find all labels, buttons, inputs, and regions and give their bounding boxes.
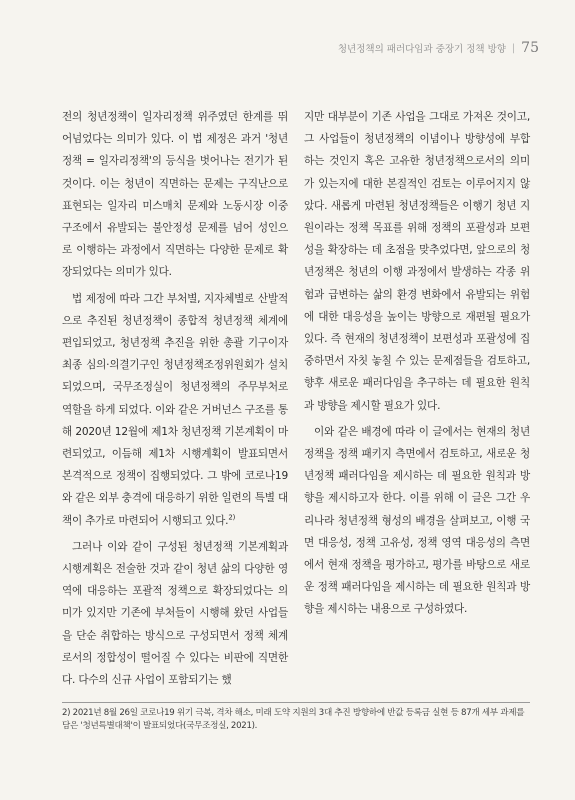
footnote-reference: 2) — [228, 513, 236, 522]
paragraph — [62, 288, 288, 532]
paragraph: 그러나 이와 같이 구성된 청년정책 기본계획과 시행계획은 전술한 것과 같이 청년 삶의 다양한 영역에 대응하는 포괄적 정책으로 확장되었다는 의미가 있지만 기존에 부처들이 시행해 왔던 사업들을 단순 취합하는 방식으로 구성되면서 정책 체계로서의 정합성이 떨어질 수 있다는 비판에 직면한다. 다수의 신규 사업이 포함되기는 했 — [62, 540, 288, 687]
paragraph: 지만 대부분이 기존 사업을 그대로 가져온 것이고, 그 사업들이 청년정책의 이념이나 방향성에 부합하는 것인지 혹은 고유한 청년정책으로서의 의미가 있는지에 대한 본질적인 검토는 이루어지지 않았다. 새롭게 마련된 청년정책들은 이행기 청년 지원이라는 정책 목표를 위해 정책의 포괄성과 보편성을 확장하는 데 초점을 맞추었다면, 앞으로의 청년정책은 청년의 이행 과정에서 발생하는 각종 위험과 급변하는 삶의 환경 변화에서 유발되는 위험에 대한 대응성을 높이는 방향으로 재편될 필요가 있다. 즉 현재의 청년정책이 보편성과 포괄성에 집중하면서 자칫 놓칠 수 있는 문제점들을 검토하고, 향후 새로운 패러다임을 추구하는 데 필요한 원칙과 방향을 제시할 필요가 있다. — [304, 111, 530, 412]
running-title: 청년정책의 패러다임과 중장기 정책 방향 — [337, 44, 506, 55]
paragraph: 전의 청년정책이 일자리정책 위주였던 한계를 뛰어넘었다는 의미가 있다. 이 법 제정은 과거 '청년정책 = 일자리정책'의 등식을 벗어나는 전기가 된 것이다. 이는 청년이 직면하는 문제는 구직난으로 표현되는 일자리 미스매치 문제와 노동시장 이중구조에서 유발되는 불안정성 문제를 넘어 성인으로 이행하는 과정에서 직면하는 다양한 문제로 확장되었다는 의미가 있다. — [62, 111, 288, 279]
paragraph: 이와 같은 배경에 따라 이 글에서는 현재의 청년정책을 정책 패키지 측면에서 검토하고, 새로운 청년정책 패러다임을 제시하는 데 필요한 원칙과 방향을 제시하고자 한다. 이를 위해 이 글은 그간 우리나라 청년정책 형성의 배경을 살펴보고, 이행 국면 대응성, 정책 고유성, 정책 영역 대응성의 측면에서 현재 정책을 평가하고, 평가를 바탕으로 새로운 정책 패러다임을 제시하는 데 필요한 원칙과 방향을 제시하는 내용으로 구성하였다. — [304, 425, 530, 616]
page-number: 75 — [521, 40, 539, 56]
header-separator: | — [511, 42, 516, 54]
running-header — [338, 40, 539, 56]
right-column — [304, 106, 530, 625]
footnote: 2) 2021년 8월 26일 코로나19 위기 극복, 격차 해소, 미래 도약 지원의 3대 추진 방향하에 반값 등록금 실현 등 87개 세부 과제를 담은 '청년특별대책'이 발표되었다(국무조정실, 2021). — [62, 708, 525, 731]
footnote-divider — [62, 702, 530, 703]
paragraph-text: 법 제정에 따라 그간 부처별, 지자체별로 산발적으로 추진된 청년정책이 종합적 청년정책 체계에 편입되었고, 청년정책 추진을 위한 총괄 기구이자 최종 심의·의결기구인 청년정책조정위원회가 설치되었으며, 국무조정실이 청년정책의 주무부처로 역할을 하게 되었다. 이와 같은 거버넌스 구조를 통해 2020년 12월에 제1차 청년정책 기본계획이 마련되었고, 이듬해 제1차 시행계획이 발표되면서 본격적으로 정책이 집행되었다. 그 밖에 코로나19와 같은 외부 충격에 대응하기 위한 일련의 특별 대책이 추가로 마련되어 시행되고 있다. — [62, 292, 289, 527]
left-column — [62, 106, 288, 695]
